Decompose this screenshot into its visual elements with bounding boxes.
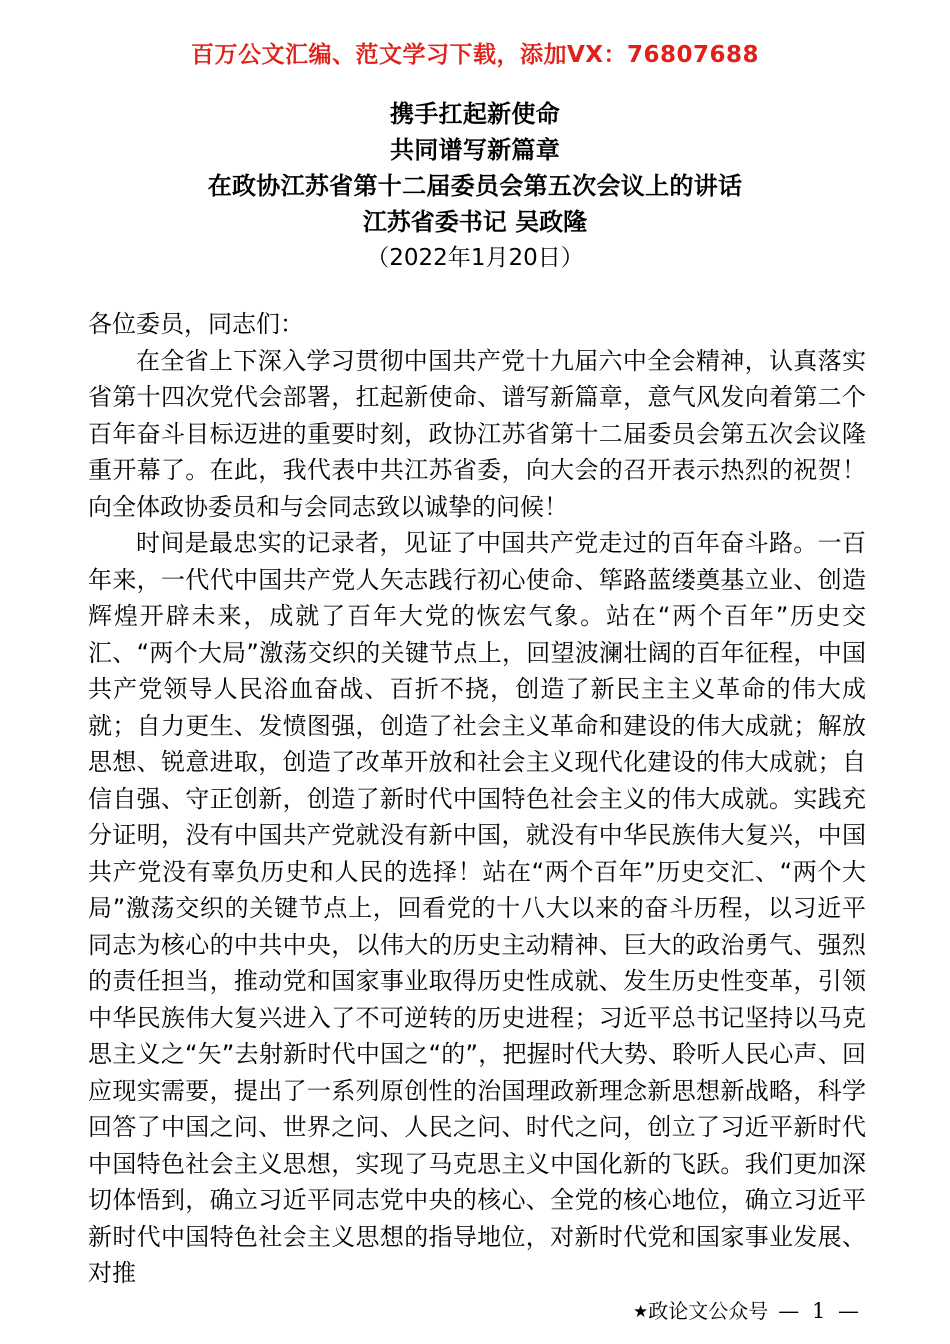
body-paragraph-1: 在全省上下深入学习贯彻中国共产党十九届六中全会精神，认真落实省第十四次党代会部署，扛起新使命、谱写新篇章，意气风发向着第二个百年奋斗目标迈进的重要时刻，政协江苏省第十二届委员会第五次会议隆重开幕了。在此，我代表中共江苏省委，向大会的召开表示热烈的祝贺！向全体政协委员和与会同志致以诚挚的问候！ bbox=[88, 346, 866, 521]
document-title-line-1: 携手扛起新使命 bbox=[389, 100, 561, 128]
page-number: — 1 — bbox=[778, 1299, 862, 1323]
page-footer bbox=[0, 1297, 950, 1326]
document-title-line-2: 共同谱写新篇章 bbox=[389, 136, 561, 164]
document-subtitle: 在政协江苏省第十二届委员会第五次会议上的讲话 bbox=[207, 172, 743, 200]
document-body bbox=[88, 306, 866, 1292]
promo-banner-text: 百万公文汇编、范文学习下载，添加VX：76807688 bbox=[190, 42, 760, 68]
footer-watermark-text: 政论文公众号 bbox=[648, 1299, 769, 1323]
body-paragraph-2: 时间是最忠实的记录者，见证了中国共产党走过的百年奋斗路。一百年来，一代代中国共产党人矢志践行初心使命、筚路蓝缕奠基立业、创造辉煌开辟未来，成就了百年大党的恢宏气象。站在“两个百年”历史交汇、“两个大局”激荡交织的关键节点上，回望波澜壮阔的百年征程，中国共产党领导人民浴血奋战、百折不挠，创造了新民主主义革命的伟大成就；自力更生、发愤图强，创造了社会主义革命和建设的伟大成就；解放思想、锐意进取，创造了改革开放和社会主义现代化建设的伟大成就；自信自强、守正创新，创造了新时代中国特色社会主义的伟大成就。实践充分证明，没有中国共产党就没有新中国，就没有中华民族伟大复兴，中国共产党没有辜负历史和人民的选择！站在“两个百年”历史交汇、“两个大局”激荡交织的关键节点上，回看党的十八大以来的奋斗历程，以习近平同志为核心的中共中央，以伟大的历史主动精神、巨大的政治勇气、强烈的责任担当，推动党和国家事业取得历史性成就、发生历史性变革，引领中华民族伟大复兴进入了不可逆转的历史进程；习近平总书记坚持以马克思主义之“矢”去射新时代中国之“的”，把握时代大势、聆听人民心声、回应现实需要，提出了一系列原创性的治国理政新理念新思想新战略，科学回答了中国之问、世界之问、人民之问、时代之问，创立了习近平新时代中国特色社会主义思想，实现了马克思主义中国化新的飞跃。我们更加深切体悟到，确立习近平同志党中央的核心、全党的核心地位，确立习近平新时代中国特色社会主义思想的指导地位，对新时代党和国家事业发展、对推 bbox=[88, 529, 866, 1287]
document-dateline: （2022年1月20日） bbox=[366, 245, 584, 271]
document-byline: 江苏省委书记 吴政隆 bbox=[362, 208, 588, 236]
salutation: 各位委员，同志们： bbox=[88, 310, 304, 338]
title-block bbox=[0, 96, 950, 276]
star-icon: ★ bbox=[633, 1302, 649, 1322]
